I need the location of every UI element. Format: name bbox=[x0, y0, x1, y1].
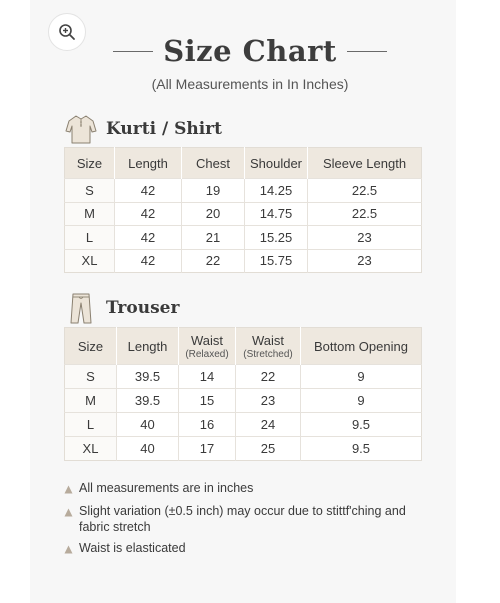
bottom-opening-cell: 9.5 bbox=[301, 437, 422, 461]
sleeve-length-cell: 23 bbox=[308, 249, 422, 273]
length-cell: 39.5 bbox=[117, 365, 179, 389]
page-subtitle: (All Measurements in In Inches) bbox=[151, 76, 349, 92]
column-header: Chest bbox=[182, 148, 245, 179]
column-header bbox=[179, 328, 236, 365]
column-header-label: Waist bbox=[251, 332, 285, 348]
triangle-icon bbox=[64, 503, 73, 535]
bottom-opening-cell: 9.5 bbox=[301, 413, 422, 437]
trouser-size-table bbox=[64, 327, 422, 461]
title-divider-left bbox=[113, 51, 153, 52]
waist-relaxed-cell: 15 bbox=[179, 389, 236, 413]
column-header-label: Waist bbox=[190, 332, 224, 348]
length-cell: 42 bbox=[115, 249, 182, 273]
column-header bbox=[301, 328, 422, 365]
waist-relaxed-cell: 17 bbox=[179, 437, 236, 461]
column-header: Sleeve Length bbox=[308, 148, 422, 179]
column-header: Size bbox=[65, 148, 115, 179]
size-cell: L bbox=[65, 226, 115, 250]
shoulder-cell: 14.25 bbox=[245, 179, 308, 203]
kurti-section-title: Kurti / Shirt bbox=[106, 119, 222, 139]
table-header-row bbox=[65, 148, 422, 179]
chest-cell: 22 bbox=[182, 249, 245, 273]
waist-stretched-cell: 24 bbox=[236, 413, 301, 437]
length-cell: 40 bbox=[117, 437, 179, 461]
list-item bbox=[64, 480, 434, 498]
size-cell: M bbox=[65, 389, 117, 413]
notes-list bbox=[64, 480, 434, 563]
chest-cell: 21 bbox=[182, 226, 245, 250]
table-row bbox=[65, 249, 422, 273]
waist-stretched-cell: 25 bbox=[236, 437, 301, 461]
triangle-icon bbox=[64, 540, 73, 558]
size-cell: S bbox=[65, 179, 115, 203]
shoulder-cell: 15.75 bbox=[245, 249, 308, 273]
waist-stretched-cell: 22 bbox=[236, 365, 301, 389]
size-cell: S bbox=[65, 365, 117, 389]
length-cell: 39.5 bbox=[117, 389, 179, 413]
trouser-section-title: Trouser bbox=[106, 298, 180, 318]
length-cell: 42 bbox=[115, 179, 182, 203]
table-row bbox=[65, 226, 422, 250]
shoulder-cell: 14.75 bbox=[245, 202, 308, 226]
kurti-size-table bbox=[64, 147, 422, 273]
column-header: Shoulder bbox=[245, 148, 308, 179]
sleeve-length-cell: 23 bbox=[308, 226, 422, 250]
bottom-opening-cell: 9 bbox=[301, 389, 422, 413]
column-header-sublabel: (Relaxed) bbox=[185, 348, 229, 360]
chest-cell: 20 bbox=[182, 202, 245, 226]
waist-relaxed-cell: 16 bbox=[179, 413, 236, 437]
length-cell: 40 bbox=[117, 413, 179, 437]
waist-relaxed-cell: 14 bbox=[179, 365, 236, 389]
list-item bbox=[64, 503, 434, 535]
note-text: All measurements are in inches bbox=[79, 481, 254, 495]
length-cell: 42 bbox=[115, 202, 182, 226]
trouser-section-header bbox=[64, 291, 179, 325]
size-cell: L bbox=[65, 413, 117, 437]
column-header bbox=[236, 328, 301, 365]
triangle-icon bbox=[64, 480, 73, 498]
trouser-icon bbox=[64, 291, 98, 325]
table-row bbox=[65, 202, 422, 226]
sleeve-length-cell: 22.5 bbox=[308, 179, 422, 203]
table-row bbox=[65, 413, 422, 437]
table-row bbox=[65, 437, 422, 461]
table-row bbox=[65, 365, 422, 389]
size-cell: XL bbox=[65, 437, 117, 461]
bottom-opening-cell: 9 bbox=[301, 365, 422, 389]
note-text: Waist is elasticated bbox=[79, 541, 186, 555]
column-header-sublabel: (Stretched) bbox=[243, 348, 293, 360]
title-divider-right bbox=[347, 51, 387, 52]
shoulder-cell: 15.25 bbox=[245, 226, 308, 250]
title-row bbox=[0, 28, 500, 74]
note-text: Slight variation (±0.5 inch) may occur due to stittf'ching and fabric stretch bbox=[79, 504, 406, 534]
length-cell: 42 bbox=[115, 226, 182, 250]
table-row bbox=[65, 179, 422, 203]
kurti-section-header bbox=[64, 113, 222, 145]
size-cell: M bbox=[65, 202, 115, 226]
column-header bbox=[117, 328, 179, 365]
size-cell: XL bbox=[65, 249, 115, 273]
sleeve-length-cell: 22.5 bbox=[308, 202, 422, 226]
chest-cell: 19 bbox=[182, 179, 245, 203]
column-header bbox=[65, 328, 117, 365]
waist-stretched-cell: 23 bbox=[236, 389, 301, 413]
page-title: Size Chart bbox=[163, 34, 337, 68]
column-header-label: Bottom Opening bbox=[314, 338, 408, 354]
column-header: Length bbox=[115, 148, 182, 179]
column-header-label: Length bbox=[127, 338, 168, 354]
shirt-icon bbox=[64, 113, 98, 145]
column-header-label: Size bbox=[77, 338, 104, 354]
list-item bbox=[64, 540, 434, 558]
table-row bbox=[65, 389, 422, 413]
table-header-row bbox=[65, 328, 422, 365]
